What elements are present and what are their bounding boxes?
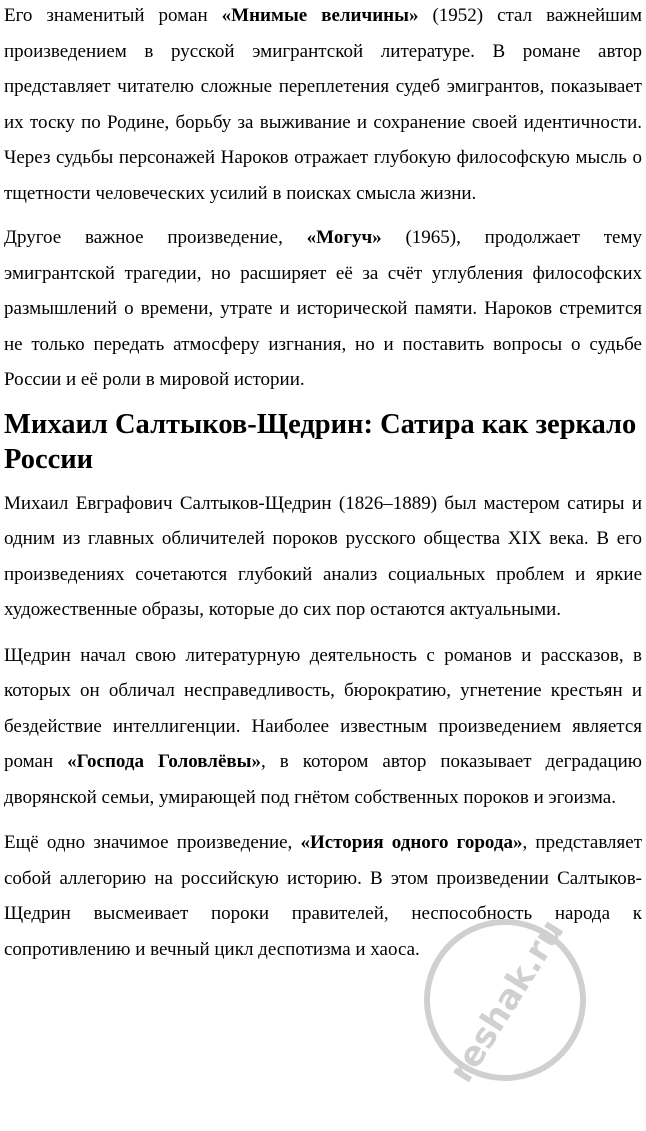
book-title-moguch: «Могуч» [306, 227, 382, 248]
watermark-text: reshak.ru [441, 912, 573, 1090]
paragraph-text: Ещё одно значимое произведение, [4, 832, 301, 853]
section-heading: Михаил Салтыков-Щедрин: Сатира как зеркало России [4, 408, 637, 475]
paragraph-text: , представляет собой аллегорию на российскую историю. В этом произведении Салтыков-Щедрин высмеивает пороки правителей, неспособность народа к сопротивлению и вечный цикл деспотизма и хаоса. [4, 832, 642, 960]
paragraph-golovlevy [4, 638, 642, 816]
paragraph-mnimye-velichiny [4, 0, 642, 211]
book-title-mnimye-velichiny: «Мнимые величины» [221, 5, 419, 26]
paragraph-text: Его знаменитый роман [4, 5, 222, 26]
paragraph-moguch [4, 220, 642, 398]
paragraph-text: (1952) стал важнейшим произведением в русской эмигрантской литературе. В романе автор представляет читателю сложные переплетения судеб эмигрантов, показывает их тоску по Родине, борьбу за выживание и сохранение своей идентичности. Через судьбы персонажей Нароков отражает глубокую философскую мысль о тщетности человеческих усилий в поисках смысла жизни. [4, 5, 642, 204]
book-title-istoriya-odnogo-goroda: «История одного города» [300, 832, 523, 853]
paragraph-istoriya-goroda [4, 825, 642, 967]
paragraph-text: Другое важное произведение, [4, 227, 307, 248]
document-page [4, 0, 642, 967]
book-title-gospoda-golovlevy: «Господа Головлёвы» [67, 751, 262, 772]
paragraph-biography: Михаил Евграфович Салтыков-Щедрин (1826–1889) был мастером сатиры и одним из главных обличителей пороков русского общества XIX века. В его произведениях сочетаются глубокий анализ социальных проблем и яркие художественные образы, которые до сих пор остаются актуальными. [4, 492, 642, 620]
paragraph-text: (1965), продолжает тему эмигрантской трагедии, но расширяет её за счёт углубления философских размышлений о времени, утрате и исторической памяти. Нароков стремится не только передать атмосферу изгнания, но и поставить вопросы о судьбе России и её роли в мировой истории. [4, 227, 643, 390]
paragraph-text: Щедрин начал свою литературную деятельность с романов и рассказов, в которых он обличал несправедливость, бюрократию, угнетение крестьян и бездействие интеллигенции. Наиболее известным произведением является роман [4, 644, 642, 772]
paragraph-text: , в котором автор показывает деградацию дворянской семьи, умирающей под гнётом собственных пороков и эгоизма. [4, 751, 642, 808]
